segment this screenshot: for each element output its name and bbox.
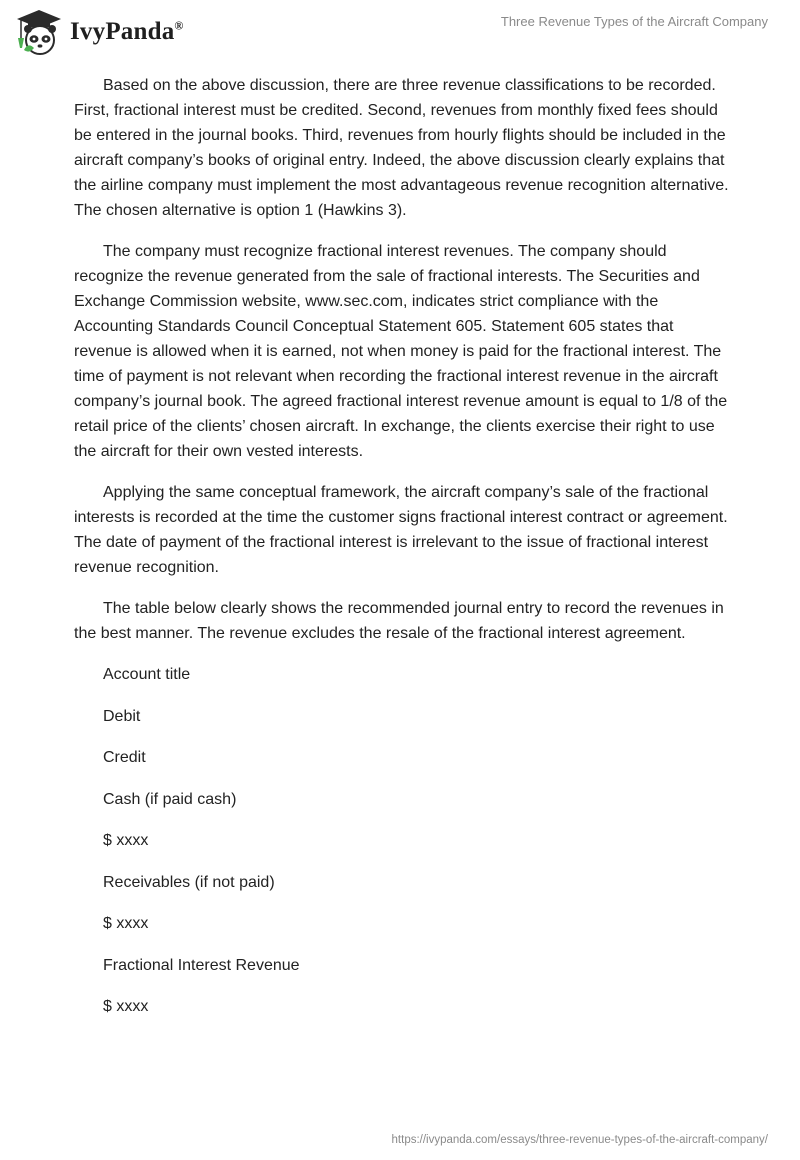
journal-entry-table xyxy=(74,662,734,1019)
paragraph: Based on the above discussion, there are three revenue classifications to be recorded. First, fractional interest must be credited. Second, revenues from monthly fixed fees should be entered in the journal books. Third, revenues from hourly flights should be included in the aircraft company’s books of original entry. Indeed, the above discussion clearly explains that the airline company must implement the most advantageous revenue recognition alternative. The chosen alternative is option 1 (Hawkins 3). xyxy=(74,77,729,219)
table-cell: $ xxxx xyxy=(103,915,149,932)
brand-name: IvyPanda® xyxy=(70,18,184,45)
table-cell: Account title xyxy=(103,666,191,683)
table-cell: Receivables (if not paid) xyxy=(103,873,275,891)
paragraph: The company must recognize fractional interest revenues. The company should recognize the revenue generated from the sale of fractional interests. The Securities and Exchange Commission website, www.sec.com, indicates strict compliance with the Accounting Standards Council Conceptual Statement 605. Statement 605 states that revenue is allowed when it is earned, not when money is paid for the fractional interest. The time of payment is not relevant when recording the fractional interest revenue in the aircraft company’s journal book. The agreed fractional interest revenue amount is equal to 1/8 of the retail price of the clients’ chosen aircraft. In exchange, the clients exercise their right to use the aircraft for their own vested interests. xyxy=(74,243,728,460)
table-cell: $ xxxx xyxy=(103,998,149,1015)
paragraph: Applying the same conceptual framework, the aircraft company’s sale of the fractional interests is recorded at the time the customer signs fractional interest contract or agreement. The date of payment of the fractional interest is irrelevant to the issue of fractional interest revenue recognition. xyxy=(74,484,728,576)
document-title: Three Revenue Types of the Aircraft Company xyxy=(500,14,768,29)
table-cell: Debit xyxy=(103,707,141,725)
panda-graduate-icon xyxy=(14,8,64,56)
table-cell: Fractional Interest Revenue xyxy=(103,956,300,974)
source-url[interactable]: https://ivypanda.com/essays/three-revenue-types-of-the-aircraft-company/ xyxy=(391,1134,768,1146)
essay-body xyxy=(74,73,734,1036)
table-cell: Cash (if paid cash) xyxy=(103,790,237,808)
paragraph: The table below clearly shows the recommended journal entry to record the revenues in the best manner. The revenue excludes the resale of the fractional interest agreement. xyxy=(74,600,724,642)
ivypanda-logo[interactable] xyxy=(14,8,184,56)
table-cell: Credit xyxy=(103,749,146,766)
page-header xyxy=(0,0,800,70)
table-cell: $ xxxx xyxy=(103,832,149,849)
registered-mark: ® xyxy=(174,18,184,33)
